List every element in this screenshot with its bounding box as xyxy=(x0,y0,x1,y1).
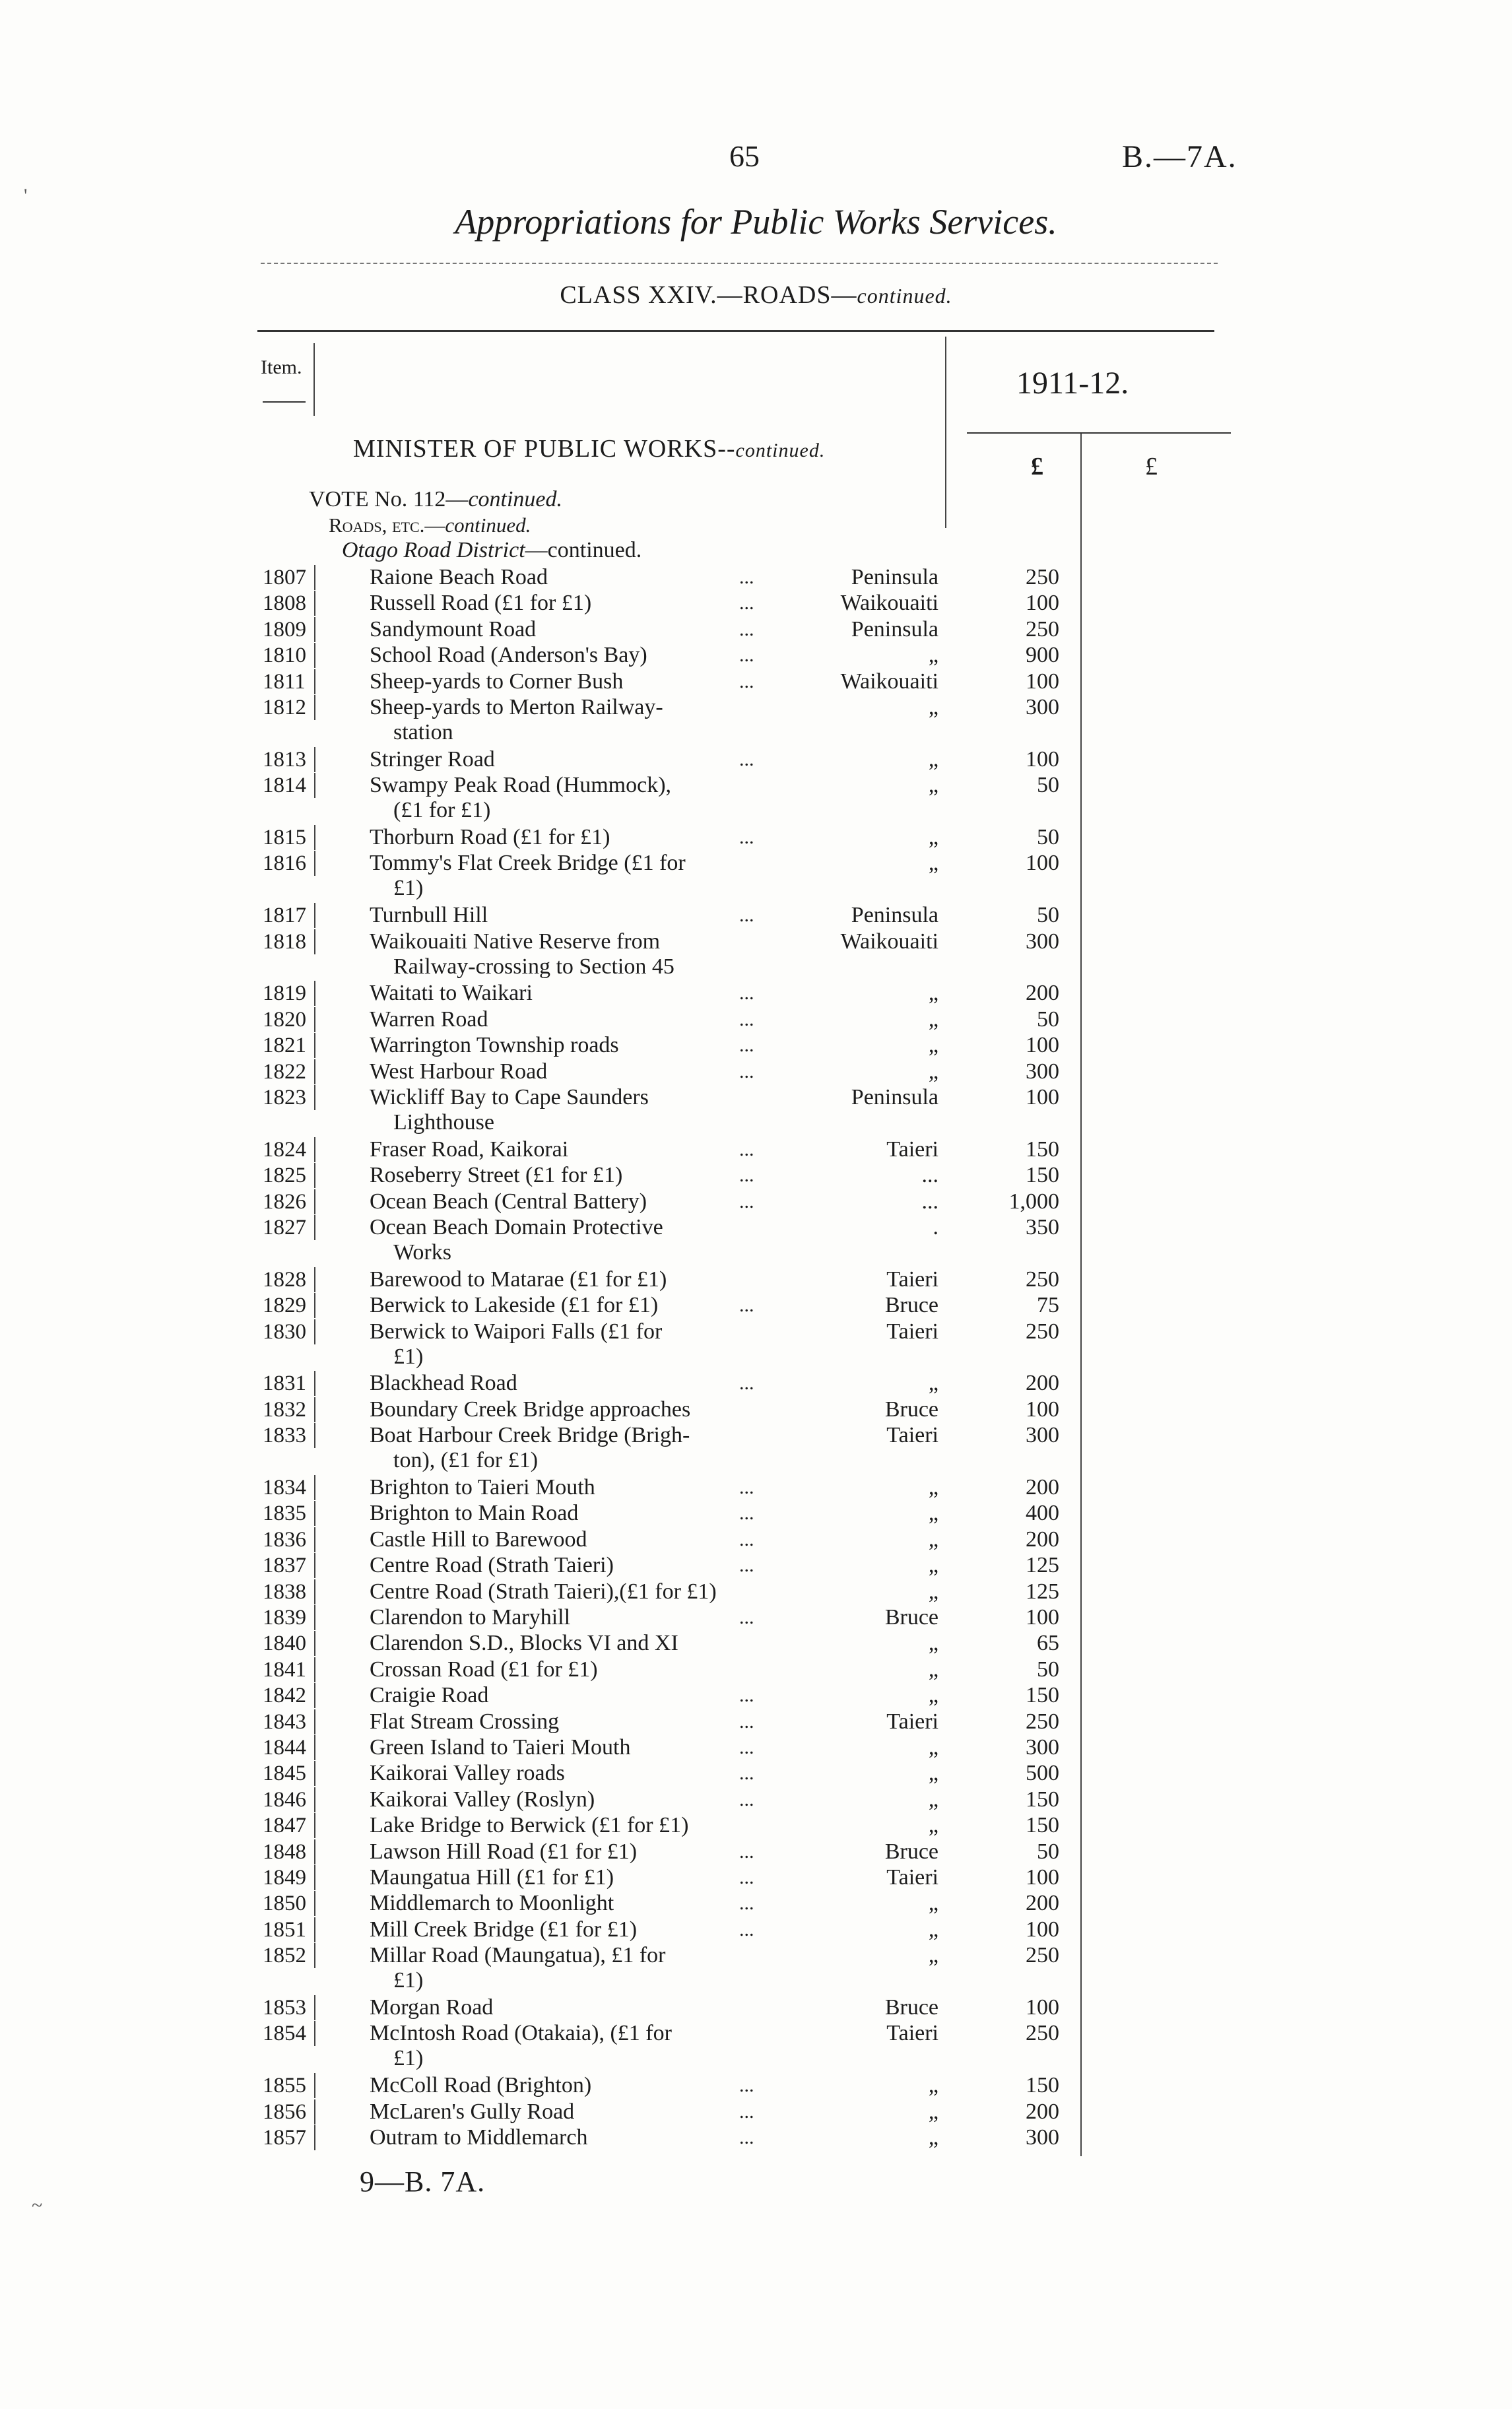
road-name: Kaikorai Valley (Roslyn) xyxy=(370,1787,595,1812)
district-name: Taieri xyxy=(886,1267,938,1292)
item-number: 1848 xyxy=(263,1839,315,1864)
amount: 200 xyxy=(1026,1891,1059,1916)
amount: 300 xyxy=(1026,2125,1059,2150)
amount: 250 xyxy=(1026,1267,1059,1292)
district-name: „ xyxy=(928,1501,938,1526)
district-name: „ xyxy=(928,1787,938,1812)
leader-dots: ... xyxy=(739,1554,754,1577)
district-name: „ xyxy=(928,1943,938,1968)
divider xyxy=(263,401,306,403)
road-name: Clarendon to Maryhill xyxy=(370,1605,571,1630)
amount: 100 xyxy=(1026,1085,1059,1109)
margin-mark: ~ xyxy=(32,2194,43,2216)
road-name: Outram to Middlemarch xyxy=(370,2125,588,2150)
item-number: 1843 xyxy=(263,1709,315,1734)
amount: 250 xyxy=(1026,1943,1059,1968)
leader-dots: ... xyxy=(739,1138,754,1160)
district-name: „ xyxy=(928,1735,938,1760)
amount: 100 xyxy=(1026,591,1059,616)
road-name: Clarendon S.D., Blocks VI and XI xyxy=(370,1631,678,1656)
column-rule xyxy=(313,343,315,416)
item-number: 1822 xyxy=(263,1059,315,1084)
road-name: McLaren's Gully Road xyxy=(370,2099,575,2124)
road-name: Castle Hill to Barewood xyxy=(370,1527,587,1552)
leader-dots: ... xyxy=(739,1060,754,1082)
district-name: „ xyxy=(928,2125,938,2150)
road-name: Fraser Road, Kaikorai xyxy=(370,1137,569,1162)
district-name: Peninsula xyxy=(851,903,938,928)
road-name: Maungatua Hill (£1 for £1) xyxy=(370,1865,614,1890)
amount: 250 xyxy=(1026,1709,1059,1734)
pound-column-header: £ xyxy=(1031,453,1043,480)
district-name: Waikouaiti xyxy=(840,591,938,616)
district-name: Taieri xyxy=(886,1423,938,1448)
district-name: „ xyxy=(928,1006,938,1032)
item-number: 1835 xyxy=(263,1501,315,1526)
amount: 150 xyxy=(1026,1137,1059,1162)
amount: 500 xyxy=(1026,1761,1059,1786)
road-name: Lawson Hill Road (£1 for £1) xyxy=(370,1839,638,1864)
road-name: Ocean Beach (Central Battery) xyxy=(370,1189,647,1214)
district-name: . xyxy=(933,1215,938,1239)
item-number: 1826 xyxy=(263,1189,315,1214)
item-number: 1809 xyxy=(263,617,315,642)
minister-heading: MINISTER OF PUBLIC WORKS--continued. xyxy=(353,435,826,463)
signature-mark: 9—B. 7A. xyxy=(360,2165,486,2198)
amount: 300 xyxy=(1026,1423,1059,1448)
leader-dots: ... xyxy=(739,1502,754,1525)
item-number: 1855 xyxy=(263,2073,315,2098)
item-number: 1834 xyxy=(263,1475,315,1500)
item-number: 1825 xyxy=(263,1163,315,1188)
district-name: Bruce xyxy=(884,1995,938,2020)
road-name: Turnbull Hill xyxy=(370,903,488,928)
road-name: Green Island to Taieri Mouth xyxy=(370,1735,631,1760)
amount: 50 xyxy=(1037,825,1059,849)
road-name: Brighton to Main Road xyxy=(370,1501,579,1526)
amount: 150 xyxy=(1026,2073,1059,2098)
leader-dots: ... xyxy=(739,1008,754,1030)
district-name: Bruce xyxy=(884,1397,938,1422)
amount: 65 xyxy=(1037,1631,1059,1656)
leader-dots: ... xyxy=(739,1164,754,1187)
road-name: Craigie Road xyxy=(370,1683,489,1708)
item-number: 1844 xyxy=(263,1735,315,1760)
item-number: 1831 xyxy=(263,1371,315,1396)
road-name: Millar Road (Maungatua), £1 for £1) xyxy=(370,1943,666,1993)
item-number: 1810 xyxy=(263,643,315,668)
leader-dots: ... xyxy=(739,1892,754,1915)
district-name: „ xyxy=(928,2099,938,2124)
road-name: Berwick to Waipori Falls (£1 for £1) xyxy=(370,1319,663,1369)
district-name: „ xyxy=(928,643,938,668)
district-name: „ xyxy=(928,851,938,876)
amount: 250 xyxy=(1026,565,1059,589)
district-name: Taieri xyxy=(886,2021,938,2046)
road-name: Sheep-yards to Corner Bush xyxy=(370,669,624,694)
amount: 300 xyxy=(1026,1059,1059,1084)
leader-dots: ... xyxy=(739,1710,754,1732)
road-name: McColl Road (Brighton) xyxy=(370,2073,592,2098)
item-number: 1817 xyxy=(263,903,315,928)
road-name: Raione Beach Road xyxy=(370,565,548,589)
item-number: 1837 xyxy=(263,1553,315,1578)
district-name: Bruce xyxy=(884,1839,938,1864)
leader-dots: ... xyxy=(739,1684,754,1707)
item-number: 1815 xyxy=(263,825,315,850)
amount: 100 xyxy=(1026,1995,1059,2020)
amount: 150 xyxy=(1026,1813,1059,1838)
amount: 50 xyxy=(1037,1839,1059,1864)
district-name: „ xyxy=(928,1683,938,1708)
page-title: Appropriations for Public Works Services. xyxy=(455,202,1057,242)
leader-dots: ... xyxy=(739,1788,754,1810)
road-name: School Road (Anderson's Bay) xyxy=(370,643,647,668)
road-name: Centre Road (Strath Taieri) xyxy=(370,1553,614,1578)
leader-dots: ... xyxy=(739,1190,754,1212)
amount: 250 xyxy=(1026,1319,1059,1344)
item-number: 1840 xyxy=(263,1631,315,1656)
leader-dots: ... xyxy=(739,826,754,848)
amount: 75 xyxy=(1037,1293,1059,1318)
road-name: Mill Creek Bridge (£1 for £1) xyxy=(370,1917,638,1942)
amount: 1,000 xyxy=(1008,1189,1059,1214)
road-name: Warren Road xyxy=(370,1006,488,1032)
item-number: 1820 xyxy=(263,1007,315,1032)
district-name: ... xyxy=(921,1189,938,1214)
item-number: 1851 xyxy=(263,1917,315,1942)
district-name: „ xyxy=(928,1917,938,1942)
road-name: Wickliff Bay to Cape Saunders Lighthouse xyxy=(370,1085,649,1135)
amount: 150 xyxy=(1026,1163,1059,1188)
amount: 200 xyxy=(1026,981,1059,1006)
district-name: „ xyxy=(928,1579,938,1604)
district-name: Peninsula xyxy=(851,616,938,642)
item-number: 1839 xyxy=(263,1605,315,1630)
district-name: „ xyxy=(928,746,938,772)
district-name: Waikouaiti xyxy=(840,669,938,694)
leader-dots: ... xyxy=(739,1866,754,1888)
district-name: „ xyxy=(928,1891,938,1916)
district-name: „ xyxy=(928,1371,938,1396)
leader-dots: ... xyxy=(739,1372,754,1395)
item-number: 1852 xyxy=(263,1943,315,1968)
item-number: 1821 xyxy=(263,1033,315,1058)
class-heading: CLASS XXIV.—ROADS—continued. xyxy=(560,281,952,309)
road-name: West Harbour Road xyxy=(370,1059,548,1084)
amount: 150 xyxy=(1026,1683,1059,1708)
district-name: Taieri xyxy=(886,1319,938,1344)
item-number: 1850 xyxy=(263,1891,315,1916)
district-name: Taieri xyxy=(886,1137,938,1162)
road-name: Russell Road (£1 for £1) xyxy=(370,591,592,616)
road-name: Middlemarch to Moonlight xyxy=(370,1891,614,1916)
district-name: ... xyxy=(921,1163,938,1188)
amount: 100 xyxy=(1026,1033,1059,1058)
district-name: „ xyxy=(928,1527,938,1552)
amount: 400 xyxy=(1026,1501,1059,1526)
amount: 100 xyxy=(1026,1917,1059,1942)
item-number: 1841 xyxy=(263,1657,315,1682)
item-number: 1849 xyxy=(263,1865,315,1890)
leader-dots: ... xyxy=(739,2127,754,2148)
district-name: „ xyxy=(928,1033,938,1058)
item-number: 1857 xyxy=(263,2125,315,2150)
road-name: Crossan Road (£1 for £1) xyxy=(370,1657,598,1682)
item-number: 1854 xyxy=(263,2021,315,2046)
leader-dots: ... xyxy=(739,1840,754,1863)
item-number: 1842 xyxy=(263,1683,315,1708)
amount: 100 xyxy=(1026,746,1059,772)
amount: 50 xyxy=(1037,903,1059,928)
item-number: 1838 xyxy=(263,1579,315,1604)
road-name: Boundary Creek Bridge approaches xyxy=(370,1397,691,1422)
district-name: „ xyxy=(928,773,938,798)
item-number: 1846 xyxy=(263,1787,315,1812)
item-number: 1818 xyxy=(263,929,315,954)
leader-dots: ... xyxy=(739,670,754,692)
amount: 900 xyxy=(1026,643,1059,668)
roads-subheading: Roads, etc.—continued. xyxy=(329,513,531,537)
amount: 250 xyxy=(1026,616,1059,642)
road-name: Brighton to Taieri Mouth xyxy=(370,1475,595,1500)
district-name: „ xyxy=(928,1059,938,1084)
amount: 300 xyxy=(1026,1735,1059,1760)
road-name: Waikouaiti Native Reserve from Railway-crossing to Section 45 xyxy=(370,929,674,979)
leader-dots: ... xyxy=(739,1034,754,1057)
amount: 50 xyxy=(1037,773,1059,798)
amount: 200 xyxy=(1026,2099,1059,2124)
item-number: 1845 xyxy=(263,1761,315,1786)
district-name: „ xyxy=(928,1631,938,1656)
district-name: „ xyxy=(928,981,938,1006)
item-number: 1813 xyxy=(263,747,315,772)
road-name: Thorburn Road (£1 for £1) xyxy=(370,825,610,849)
item-column-header: Item. xyxy=(261,356,302,378)
leader-dots: ... xyxy=(739,1606,754,1628)
district-name: „ xyxy=(928,1553,938,1578)
road-name: Berwick to Lakeside (£1 for £1) xyxy=(370,1293,659,1318)
district-name: Bruce xyxy=(884,1293,938,1318)
leader-dots: ... xyxy=(739,1528,754,1550)
page-number: 65 xyxy=(729,139,760,173)
amount: 100 xyxy=(1026,1605,1059,1630)
amount: 100 xyxy=(1026,1865,1059,1890)
vote-heading: VOTE No. 112—continued. xyxy=(309,487,563,512)
district-name: „ xyxy=(928,1813,938,1838)
road-name: Stringer Road xyxy=(370,746,495,772)
item-number: 1853 xyxy=(263,1995,315,2020)
item-number: 1833 xyxy=(263,1423,315,1448)
divider xyxy=(257,330,1214,332)
amount: 200 xyxy=(1026,1527,1059,1552)
district-name: „ xyxy=(928,1475,938,1500)
item-number: 1828 xyxy=(263,1267,315,1292)
item-number: 1836 xyxy=(263,1527,315,1552)
road-name: Flat Stream Crossing xyxy=(370,1709,560,1734)
item-number: 1814 xyxy=(263,773,315,798)
amount: 250 xyxy=(1026,2021,1059,2046)
district-name: „ xyxy=(928,825,938,849)
column-rule xyxy=(945,337,946,528)
district-name: „ xyxy=(928,1761,938,1786)
district-name: Taieri xyxy=(886,1865,938,1890)
road-name: Warrington Township roads xyxy=(370,1033,619,1058)
amount: 300 xyxy=(1026,695,1059,719)
district-name: „ xyxy=(928,2073,938,2098)
road-name: Boat Harbour Creek Bridge (Brigh- ton), (£1 for £1) xyxy=(370,1423,690,1473)
leader-dots: ... xyxy=(739,1476,754,1498)
item-number: 1830 xyxy=(263,1319,315,1344)
item-number: 1819 xyxy=(263,981,315,1006)
road-name: McIntosh Road (Otakaia), (£1 for £1) xyxy=(370,2021,672,2071)
leader-dots: ... xyxy=(739,982,754,1005)
leader-dots: ... xyxy=(739,1762,754,1785)
item-number: 1829 xyxy=(263,1293,315,1318)
divider xyxy=(261,263,1218,264)
item-number: 1823 xyxy=(263,1085,315,1110)
road-name: Morgan Road xyxy=(370,1995,494,2020)
road-name: Tommy's Flat Creek Bridge (£1 for £1) xyxy=(370,851,686,901)
leader-dots: ... xyxy=(739,904,754,927)
district-name: Waikouaiti xyxy=(840,929,938,954)
amount: 125 xyxy=(1026,1579,1059,1604)
road-name: Roseberry Street (£1 for £1) xyxy=(370,1163,623,1188)
leader-dots: ... xyxy=(739,592,754,614)
item-number: 1807 xyxy=(263,565,315,590)
amount: 200 xyxy=(1026,1475,1059,1500)
item-number: 1808 xyxy=(263,591,315,616)
leader-dots: ... xyxy=(739,748,754,770)
road-name: Swampy Peak Road (Hummock), (£1 for £1) xyxy=(370,773,672,823)
leader-dots: ... xyxy=(739,1736,754,1758)
amount: 50 xyxy=(1037,1657,1059,1682)
amount: 200 xyxy=(1026,1371,1059,1396)
item-number: 1812 xyxy=(263,695,315,720)
item-number: 1811 xyxy=(263,669,315,694)
road-name: Blackhead Road xyxy=(370,1371,517,1396)
margin-mark: ' xyxy=(24,185,28,207)
district-name: „ xyxy=(928,1657,938,1682)
road-name: Sandymount Road xyxy=(370,616,537,642)
district-name: „ xyxy=(928,695,938,719)
item-number: 1856 xyxy=(263,2099,315,2125)
amount: 125 xyxy=(1026,1553,1059,1578)
district-name: Taieri xyxy=(886,1709,938,1734)
road-name: Kaikorai Valley roads xyxy=(370,1761,565,1786)
leader-dots: ... xyxy=(739,2074,754,2097)
item-number: 1827 xyxy=(263,1215,315,1240)
district-subheading: Otago Road District—continued. xyxy=(342,538,642,562)
amount: 50 xyxy=(1037,1006,1059,1032)
road-name: Centre Road (Strath Taieri),(£1 for £1) xyxy=(370,1579,717,1604)
amount: 100 xyxy=(1026,1397,1059,1422)
amount: 150 xyxy=(1026,1787,1059,1812)
leader-dots: ... xyxy=(739,2100,754,2123)
road-name: Ocean Beach Domain Protective Works xyxy=(370,1215,663,1265)
amount: 350 xyxy=(1026,1215,1059,1239)
item-number: 1847 xyxy=(263,1813,315,1838)
road-name: Sheep-yards to Merton Railway- station xyxy=(370,695,663,744)
district-name: Bruce xyxy=(884,1605,938,1630)
leader-dots: ... xyxy=(739,1294,754,1317)
amount: 100 xyxy=(1026,851,1059,876)
pound-column-header-2: £ xyxy=(1145,453,1158,480)
district-name: Peninsula xyxy=(851,1085,938,1109)
item-number: 1824 xyxy=(263,1137,315,1162)
road-name: Barewood to Matarae (£1 for £1) xyxy=(370,1267,667,1292)
amount: 300 xyxy=(1026,929,1059,954)
road-name: Lake Bridge to Berwick (£1 for £1) xyxy=(370,1813,689,1838)
district-name: Peninsula xyxy=(851,565,938,589)
divider xyxy=(967,432,1231,434)
year-heading: 1911-12. xyxy=(1016,366,1129,401)
column-rule xyxy=(1080,434,1082,2156)
road-name: Waitati to Waikari xyxy=(370,981,533,1006)
leader-dots: ... xyxy=(739,644,754,667)
leader-dots: ... xyxy=(739,1918,754,1940)
document-code: B.—7A. xyxy=(1122,139,1237,174)
item-number: 1816 xyxy=(263,851,315,876)
leader-dots: ... xyxy=(739,618,754,640)
amount: 100 xyxy=(1026,669,1059,694)
leader-dots: ... xyxy=(739,566,754,588)
item-number: 1832 xyxy=(263,1397,315,1422)
